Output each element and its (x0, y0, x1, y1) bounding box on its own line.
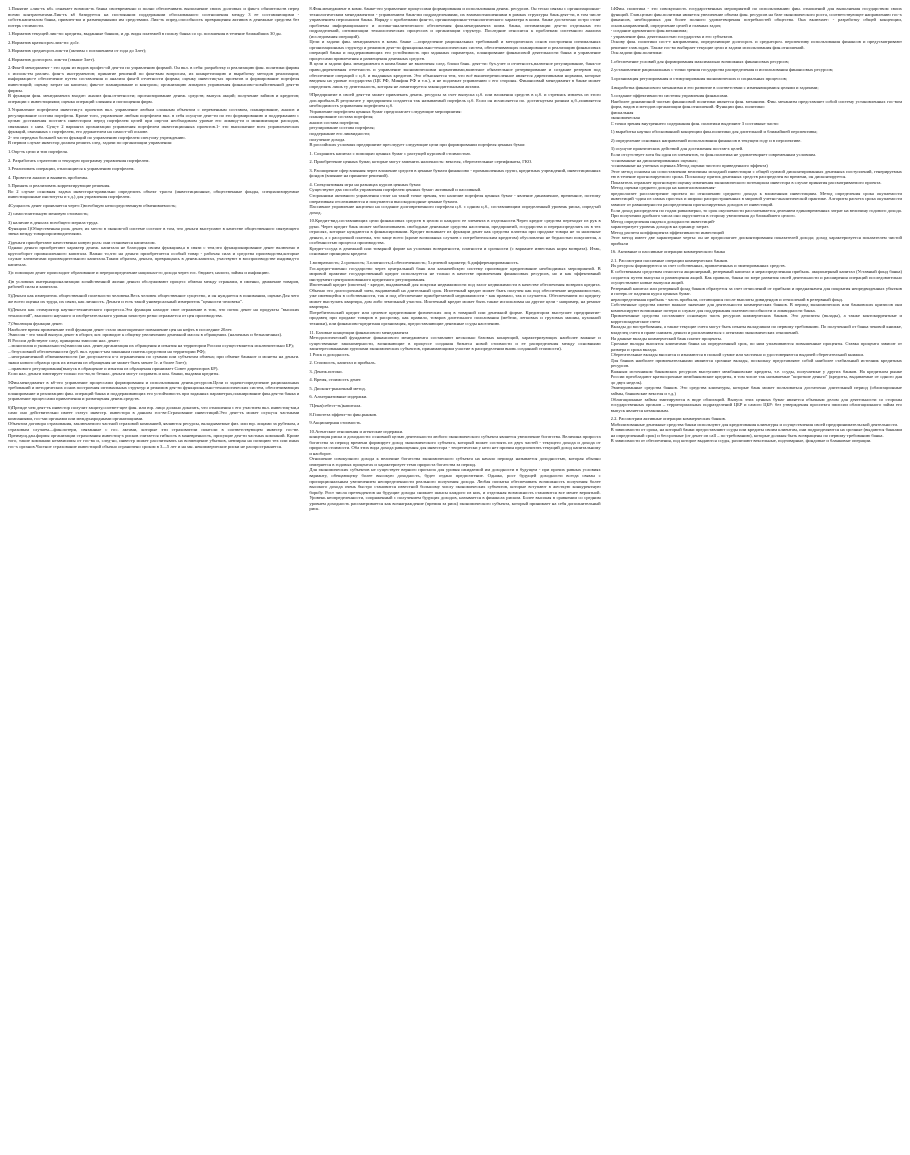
text-paragraph: 3) осущ-ие практических действий для достижения постав-х целей. (610, 146, 744, 152)
text-paragraph: Объектом договора страхования, заключаемого частной страховой компанией, являются ресурсы, вкладываемые физ. или юр. лицами за рубежом, а страховым случаем—фин.потери, связанные с гос. актами, которые эти страхователи понесли в соответствующем инвестр гос-ве. Преимущ.дан.формы организации страхования инвестиц-х рисков считается гибкость в маневренность, присущие дея-ти частных компаний. Кроме того, такие компании независимы от гос-ва и, след-но, инвестр может рассчитывать на возмещение убытков, невзирая на позицию тех или иных гос-х органов.Частное страхование инвестиций обычно ограничено сроком в 3—5 лет и на мн. некоммерческие риски не распространяется. (8, 421, 300, 449)
text-paragraph: 7Цена(себест-ть)капитала. (309, 403, 362, 408)
text-paragraph: Облигационные займы эмитируются в виде облигаций. Выпуск этих ценных бумаг является обычным делом для деятельности со стороны государственных органов – территориальных подразделений ЦБР и самого ЦБР: без утверждения проспекта эмиссии облигационного займа его выпуск является незаконным. (610, 396, 902, 413)
text-paragraph: 2. Стоимость, капитал и прибыль. (309, 360, 376, 366)
text-paragraph: Наиболее динамичной частью финансовой политики является фин. механизм. Фин. механизм представляет собой систему установленных гос-вом форм, видов и методов организации фин.отношений. Функции фин. политики: (610, 98, 902, 110)
text-paragraph: характеризует уровень доходов на единицу затрат. (610, 224, 709, 230)
text-paragraph: 2. Разработать стратегию и текущую программу управления портфелем. (8, 157, 150, 163)
text-paragraph: 6)Прежде чем деят-ть инвестор получит защиту,соответ-щее фин. или юр. лицо должно доказать, что отношения с его участием вкл. инвестиц-ми,а само оно действительно имеет статус инвестр. инвестора в данном гос-ве.Страхование инвестиций.Это деят-ть может осущ-ся частными компаниями, гос-ми органами или международными организациями. (8, 404, 300, 421)
text-paragraph: В зависимости от обеспечения, под которое выдаются ссуды, различают вексельные, подтоварные, фондовые и бланковые операции. (610, 438, 872, 444)
text-paragraph: Сторонники активного управления стоят на такой точке зрения, что наличие портфеля ценных бумаг - явление динамичное, временное, поэтому оперативная отслеживаются и покупаются высокодоходные ценные бумаги. (309, 192, 601, 204)
text-paragraph: 4. Спекулятивная игра на разницах курсов ценных бумаг. (309, 181, 422, 187)
text-paragraph: 9.Акционерная стоимость. (309, 420, 362, 426)
text-paragraph: Мобилизованные денежные средства банки используют для кредитования клиентуры и осуществления своей предпринимательской деятельности. (610, 421, 899, 427)
text-paragraph: 4. Время, стоимость денег. (309, 377, 362, 383)
text-paragraph: 3) наличие в деньгах всеобщего мерила труда. (8, 219, 99, 225)
text-paragraph: 5)Деньги как измеритель общественной полезности человека.Весь человек общественное существо, и он нуждается в понимании, оценке.Для чего же всего оценка их труда, их связи, как личность. Деньги и есть такой универсальный измеритель "ценности человека". (8, 292, 300, 304)
text-paragraph: Существуют два способа управления портфелем ценных бумаг: активный и пассивный. (309, 187, 482, 193)
text-paragraph: планирование состава портфеля; (309, 114, 374, 120)
text-paragraph: экономическая (610, 115, 640, 121)
text-paragraph: 10.Кредит-вид.составляющих цели финансовых средств в целом и каждого ее элемента в отдельности.Через кредит средства переходят из рук в руки. Через кредит банк может мобилизовывать свободные денежные средства населения, предприятий, государства и перераспределять их в тех отраслях, которые нуждаются в финансировании. Кредит возникает из функции денег как средства платежа при продаже товара не за наличные деньги, а с рассрочкой платежа, что чаще всего (кроме возможных случаев с потребительским кредитом) обусловлено не бедностью покупателя, а особенностью процесса производства. (309, 218, 601, 246)
text-paragraph: Резервный капитал или резервный фонд банков образуется за счет отчислений от прибыли и предназначен для покрытия непредвиденных убытков и потерь от падения курса ценных бумаг. (610, 285, 902, 297)
text-paragraph: 1.возвратность; 2.срочность; 3.платность;4.обеспеченность; 5.целевой характер; 6.дифференцированность. (309, 259, 519, 265)
text-paragraph: Ипотечный кредит (ипотека) - кредит, выдаваемый для покупки недвижимости под залог недвижимости в качестве обеспечения возврата кредита. Обычно это долгосрочный заем, выдаваемый на длительный срок. Ипотечный кредит может быть получен как под обеспечение недвижимостью, уже имеющейся в собственности, так и под обеспечение приобретаемой недвижимости - как правило, так и случается. Обеспечением по кредиту может выступать квартира, дом либо земельный участок. Ипотечный кредит может быть также использован на другие цели - например, на ремонт квартиры. (309, 282, 601, 310)
text-paragraph: 2- это передача большей части функций по управлению портфелем спец-ому учреждению. (8, 134, 186, 140)
text-paragraph: 11. Базовые концепции финансового менеджмента (309, 329, 409, 335)
text-paragraph: ...неограниченной обмениваемости (не допускается к-л ограничения по суммам или субъектам обмена; при обмене банкнот и монеты на деньги. знаки нового образца срок их изъятия из обращения не может быть менее 1г. и более 5лет); (8, 354, 300, 365)
text-paragraph: Эмитированные средства банков. Это средства клиентуры, которые банк может пользоваться достаточно длительный период (облигационные займы, банковские векселя и т.д.) (610, 385, 902, 396)
text-paragraph: ...монополия и уникальность(эмиссия нал. денег,организация их обращения и изъятия на территории России осуществляется исключительно БР); (8, 343, 294, 349)
text-paragraph: С точки зрения внутреннего содержания фин. политики выделяют 3 составные части: (610, 120, 779, 126)
text-paragraph: 5.создание эффективности системы управления финансами. (610, 93, 729, 99)
text-paragraph: Если отсутствует хотя бы один из элементов, то фин.политика не удовлетворяет современным условиям. (610, 152, 817, 158)
text-paragraph: 3.Норматив среднесроч.лик-ти (активы с погашением от года до 3лет); (8, 48, 147, 54)
text-paragraph: Потребительский кредит или целевое кредитование физических лиц в товарной или денежной форме. Кредитором выступает предприятие-продавец при продаже товаров в рассрочку, как правило, товаров длительного пользования (мебели, легковых и грузовых машин, кухонной техники), или финансово-кредитная организация, предоставляющие денежные ссуды населению. (309, 309, 601, 326)
text-paragraph: Методологический фундамент финансового менеджмента составляют несколько базовых концепций, характеризующих наиболее важные и существенные закономерности, возникающие в процессе создания бизнеса новой стоимости и ее распределения между основными заинтересованными группами экономических субъектов, принимающими участие в распределении вновь созданной стоимости). (309, 335, 601, 352)
text-paragraph: Отношение совокупного дохода к величине богатства экономического субъекта на начало периода называется доходностью, которая обычно измеряется в годовых процентах и характеризует темп прироста богатства за период. (309, 456, 601, 467)
text-paragraph: 3.Управление портфелем инвестиц-х проектов вкл. управление любым сложным объектом с переменным составом, планирование, анализ и регулирование состава портфеля. Кроме того, управление любым портфелем вкл. в себя осущ-ие деят-ти по его формированию и поддержанию с целью достижения постав-х инвестором перед портфелем целей при опр-ом необходимом уровне его ликвид-ти и минимизации расходов, связанных с ним. Сущ-т 2 варианта организации управления портфелем инвестиционных проектов.1- это выполнение всех управленческих функций, связанных с портфелем, его держателем на самост-ой основе. (8, 107, 300, 135)
text-paragraph: Однако деньги приобретают характер денеж. капитала не благодаря своим функциям,а в связи с тем,что функционирование денег включено в кругооборот промышленного капитала. Важно то,что на деньги приобретается особый товар - рабочая сила и средства производства,которые служат элементами производительного капитала.Таким образом, деньги, превращаясь в денеж.капитал, участвуют в воспроизводстве индивид-го капитала. (8, 245, 300, 267)
text-paragraph: Собственные средства имеют важное значение для деятельности коммерческих банков. В период экономических или банковских кризисов они компенсируют возможные потери и служат для поддержания платежеспособности и ликвидности банка. (610, 302, 902, 313)
text-column-middle (309, 6, 600, 1151)
text-paragraph: ...безусловной обеспеченности (руб. вкл. единст-ым законным платеж.средством на территории РФ); (8, 348, 206, 354)
text-paragraph: Основу фин. политики сост-т направления, определяющие долгосроч. и среднесроч. перспективу использования финансов и предусматривают решение глав.задач. Также гос-во выбирает текущие цели и задачи использования фин.отношений. (610, 39, 902, 50)
text-paragraph: Сберегательные вклады вносятся и изымаются в полной сумме или частично и удостоверяются выдачей сберегательной книжки. (610, 352, 865, 358)
text-paragraph: В зависимости от срока, на который банки предоставляют ссуды или кредиты своим клиентам, они подразделяются на срочные (выдаются банками на определенный срок) и бессрочные (от денег on call – по требованию), которые должны быть возвращены по первому требованию банка. (610, 427, 902, 438)
text-paragraph: 14Фин. политика - это совокупность государственных мероприятий по использованию фин. отношений для выполнения государством своих функций. Глав.целью фин.политики является увеличение объема фин. ресурсов на базе экономического роста, соответствующее направлению гос-х финансов, необходимых для более полного удовлетворения потребностей общества. Она включает: - разработку общей концепции, основ.направлений, определение целей и главных задач; (610, 6, 902, 28)
text-paragraph: 2.2. Рассмотрим активные операции коммерческих банков. (610, 416, 726, 422)
text-paragraph: 4)в условиях интернационализации хозяйственной жизни деньги обслуживают процесс обмена между странами, в именно, движение товаров, рабочей силы и капитала. (8, 278, 300, 290)
text-paragraph: 9Предприятие в своей деят-ти может привлекать денеж. ресурсы за счет выпуска ц.б. или вложения средств в ц.б. и стремясь извлечь из этого доп.прибыль.В результате у предприятия создается так называемый портфель ц.б. Если он исчисляется по. достигнутым разным ц.б.,появляется необходимость управления портфелем ц.б. (309, 92, 601, 109)
text-paragraph: получение дохода. (309, 136, 346, 142)
text-paragraph: Их ресурсы формируются за счет собственных, привлеченных и эмитированных средств. (610, 263, 786, 269)
text-paragraph: регулирование состава портфеля; (309, 125, 375, 131)
text-paragraph: В цели и задачи фин. менеджмента в комм.банке не включены след. блоки банк. деят-ти: бух.учет и отчетность,валютное регулирование, банк-ое право,директивная отчетность и управление экономическими нормативами,валютное обязательное резервирование и создание резервов под обеспечение операций с ц.б. и выданных кредитов. Это объясняется тем, что всё вышеперечисленное является директивными нормами, которые введены на уровне государства (ЦБ РФ, Минфин РФ и т.п.), и не подлежат управлению с его стороны. Финансовый менеджмент в банке может определять лишь ту деятельность, которая не лимитируется законодательными актами. (309, 61, 601, 89)
text-paragraph: 5Фин.менеджмент в кб-это управление процессами формирования и использования денеж.ресурсов.Цели и задачи-определение рациональных требований и методических основ построения оптимальных структур и режимов дея-ти функционально-технологических систем, обеспечивающих планирование и реализацию фин. операций банка и поддерживающих его устойчивость при заданных параметрах,планирование фин.дея-ти банка и управление процессами привлечения и размещения денеж.средств. (8, 379, 300, 402)
text-paragraph: фискальная (610, 109, 634, 115)
text-paragraph: 7)Эволюция функции денег. (8, 321, 63, 327)
text-paragraph: 2.1. Рассмотрим пассивные операции коммерческих банков. (610, 257, 729, 263)
text-paragraph: поддержание его ликвидности; (309, 131, 371, 137)
text-paragraph: Функции:1)Общественная роль денег, их место в эконом-ой системе состоит в том, что деньги выступают в качестве общественного связующего звена между товаропроизводителями. (8, 225, 300, 237)
text-paragraph: Показатель отражает прогнозную оценку изменения экономического потенциала инвестора в случае принятия рассматриваемого проекта. (610, 179, 882, 185)
text-paragraph: Наиболее время применение этой функции денег стало многократное повышение цен на нефть в последние 20лет. (8, 326, 233, 332)
text-paragraph: Для экономических субъектов не существует верного прогноза для уровня ожидаемой им доходности в будущем - при прочих равных условиях варианту, обещающему более высокую доходность, будет отдано предпочтение. Однако, рост будущей доходности всегда связан с пропорциональным увеличением неопределенности реального получения дохода. Любая попытка обеспечивать возможность получения более высокого дохода очень быстро становится известной большому числу экономических субъектов, которые вступают в жесткую конкурентную борьбу. Рост числа претендентов на будущие доходы снижает шансы каждого из них, и отдельная возможность становится все менее вероятной. Уровень неопределенности, сопряженный с получением будущих доходов, называется в финансах риском. Более высокая в сравнении со средним уровнем доходность рассматривается как вознаграждение (премия за риск) экономического субъекта, который принимает на себя дополнительный риск. (309, 467, 601, 512)
text-paragraph: 2) самостоятельную меновую стоимость; (8, 211, 89, 217)
text-paragraph: К собственным средствам относятся акционерный, резервный капитал и нераспределенная прибыль. акционерный капитал (Уставный фонд банка) создается путем выпуска и размещения акций. Как правило, банки по мере развития своей деятельности и расширения операций последовательно осуществляют новые выпуски акций. (610, 268, 902, 286)
text-paragraph: 6)Деньги как стимулятор научно-технического прогресса.Эта функция находит свое отражение в том, что поток денег на продукты "высоких технологий", высокого научного и изобретательского уровня зачастую резко отражается от цен производства. (8, 307, 300, 318)
text-paragraph: Если нал. деньги эмитирует только гос-во,то безнал. деньги могут создавать и кон. банки, выдавая кредиты. (8, 371, 220, 377)
text-paragraph: Управление портфелем ценных бумаг предполагает следующие мероприятия: (309, 108, 462, 114)
text-paragraph: 4. Провести анализ и выявить проблемы. (8, 174, 89, 180)
text-paragraph: Во 2 случае основная задача инвестора-правильно определить объект траста (инвестиционные, общественные фонды, специализируемые инвестиционные институты и т.д.) для управления портфелем. (8, 188, 300, 200)
text-paragraph: Для банков наиболее привлекательными являются срочные вклады, поскольку представляют собой наиболее стабильный источник кредитных ресурсов. (610, 357, 902, 369)
text-paragraph: - создание адекватного фин.механизма; (610, 28, 688, 34)
text-paragraph: Метод расчета коэффициента эффективности инвестиций (610, 229, 724, 235)
text-paragraph: На данные вклады коммерческий банк платит проценты. (610, 335, 722, 341)
text-paragraph: концепция риска и доходности: основной целью деятельности любого экономического субъекта является увеличение богатства. Величина прироста богатства за период времени формирует доход экономического субъекта, который может состоять из двух частей - текущего дохода и дохода от прироста стоимости. Оба этих вида дохода равноценны для инвестора - теоретически у него нет причин предпочитать текущий доход капитальному и наоборот. (309, 434, 601, 456)
text-paragraph: 6. Альтернативные издержки. (309, 394, 368, 400)
text-paragraph: предполагает расссмотрение проекта по отношению среднего дохода к вложенным инвестициям. Метод определения срока окупаемости инвестиций -один из самых простых и широко распространенных в мировой учетно-аналитической практике. Алгоритм расчета срока окупаемости зависит от равномерности распределения прогнозируемых доходов от инвестиций. (610, 190, 902, 207)
text-paragraph: 1.Понятие «лик-ть кб» означает возмож-ть банка своевременно и полно обеспечивать выполнение своих долговых и фин-х обязательств перед всеми контрагентами.Лик-ть кб базируется на постоянном поддержании обоснованного соотношения между 3 ее составляющими - собств.капиталом банка, привлеч-ми и размещенными им средствами. Лик-ть опред.способность превращения активов в денежные средства без потерь стоимости. (8, 6, 300, 28)
text-paragraph: 2)деньги приобретают качественно новую роль: они становятся капиталом. (8, 239, 156, 245)
text-paragraph: 1.Норматив текущей лик-ти: кредиты, выданные банком, и др. виды платежей в пользу банка со ср. погашения в течение ближайших 30 дн. (8, 31, 282, 37)
text-paragraph: 1.обеспечение условий для формирования максимально возможных финансовых ресурсов; (610, 58, 789, 64)
text-paragraph: Пассивное управление нацелено на создание долговременного портфеля ц.б. с одним ц.б., составляющим определенный уровень риска, опред-ый доход. (309, 204, 601, 215)
text-paragraph: Привлеченные средства составляют основную часть ресурсов коммерческих банков. Это депозиты (вклады), а также контокоррентные и корреспондентские счета (610, 313, 902, 324)
text-paragraph: 10.Агентские отношения и агентские издержки. (309, 428, 404, 434)
text-paragraph: Этот метод имеет две характерные черты: он не предполагает дисконтирования показателей дохода; доход характеризуется показателем чистой прибыли (610, 235, 902, 246)
text-paragraph: 2.установление рациональных с точки зрения государства распределения и использования финансовых ресурсов; (610, 67, 834, 73)
text-paragraph: Важным источником банковских ресурсов выступают межбанковские кредиты, т.е. ссуды, получаемые у других банков. На кредитном рынке России преобладают краткосрочные межбанковские кредиты, в том числе так называемые "короткие деньги" (кредиты, выдаваемые от одного дня до двух недель). (610, 368, 902, 385)
text-column-left (8, 6, 299, 1151)
text-paragraph: - управление фин. деятельностью государства и его субъектов. (610, 33, 734, 39)
text-paragraph: 3.Реализовать операции, относящиеся к управлению портфелем. (8, 166, 135, 172)
text-paragraph: 4.Норматив долгосроч. лик-ти (свыше 3лет). (8, 56, 96, 62)
text-paragraph: Кредит-сссуда в денежной или товарной форме на условиях возвратности, платности и срочности (с варианте известных норм возврата). Итак, основные принципы кредита: (309, 245, 601, 257)
text-paragraph: нераспределенная прибыль - часть прибыли, остающаяся после выплаты дивидендов и отчислений в резервный фонд. (610, 296, 844, 302)
text-paragraph: 4.выработка финансового механизма и его развитие в соответствии с изменяющимися целями и задачами; (610, 84, 819, 90)
text-paragraph: В российских условиях предприятие преследует следующие цели при формировании портфеля ценных бумаг. (309, 142, 526, 148)
text-paragraph: Гос.кредит-именно государство через центральный банк или казначейскую систему производит кредитование необходимых мероприятий. В мировой практике государственный кредит используется не только в качестве привлечения финансовых ресурсов, но и как эффективный инструмент централизованного кредитного регулирования. (309, 265, 601, 282)
text-paragraph: 8.Гипотеза эффект-ти фин.рынков. (309, 411, 378, 417)
text-paragraph: Цели и задачи фин. менеджмента в комм. банке —определение рациональных требований и методических основ построения оптимальных организационных структур и режимов деят-ти функционально-технологических систем, обеспечивающих планирование и реализацию финансовых операций банка и поддерживающих его устойчивость при заданных параметрах, планирование финансовой деятельности банка и управление процессами привлечения и размещения денежных средств. (309, 39, 601, 61)
text-paragraph: 2.Фин-й менеджмент - это один из видов профес-ой дея-ти по управлению фирмой. Он вкл. в себя: разработку и реализацию фин. политики фирмы с исполь-ем различ. фин-х инструментов; принятие решений по фин-вым вопросам, их конкретизацию и выработку методов реализации; информацио-е обеспечение путем составления и анализа фин-й отчетности фирмы; оценку инвестиц-ых проектов и формирование портфеля инвестиций; оценку затрат на капитал; фин-ое планирование и контроль; организацию аппарата управления финансово-хозяйственной деят-ю фирмы. (8, 65, 300, 93)
text-paragraph: ...правового регулирования(выпуск в обращение и изъятия из обращения принимает Совет директоров БР). (8, 365, 219, 371)
text-paragraph: 2. Приобретение ценных бумаг, которые могут заменить наличность: векселя, сберегательные сертификаты, ГКО. (309, 159, 533, 165)
text-paragraph: 1) выработка научно обоснованной концепции фин.политики для длительной и ближайшей перспективы; (610, 129, 818, 135)
text-paragraph: 16. Активные и пассивные операции коммерческого банка (610, 249, 725, 255)
text-paragraph: В России действуют след. принципы эмиссии нал. денег: (8, 337, 120, 343)
text-paragraph: 1. Сохранить капитал с помощью ценных бумаг с растущей курсовой стоимостью. (309, 150, 472, 156)
text-paragraph: анализ состава портфеля; (309, 119, 360, 125)
text-paragraph: Этот метод основан на сопоставлении величины исходной инвестиции с общей суммой дисконтированных денежных поступлений, генерируемых ею в течение прогнозируемого срока. Поскольку приток денежных средств распределен во времени, он дисконтируется. (610, 168, 902, 180)
text-paragraph: Осн.задачи фин.политики: (610, 50, 663, 56)
text-paragraph: 5.Принять и реализовать корректирующие решения. (8, 183, 111, 189)
text-paragraph: 3)с помощью денег происходит образование и перераспределение национал-го дохода через гос. бюджет, налоги, займы и инфляцию. (8, 270, 270, 276)
text-paragraph: 1.Опр-ть цели и тип портфеля. (8, 149, 68, 155)
text-paragraph: 3. Денеж.потоки. (309, 368, 343, 374)
text-paragraph: Срочные вклады вносятся клиентами банка на определенный срок, по ним уплачиваются повышенные проценты. Ставка процента зависит от размера и срока вклада. (610, 341, 902, 352)
text-paragraph: 5. Дисконт-рыночный метод. (309, 385, 366, 391)
text-paragraph: В первом случае инвестор должен решить след. задачи по организации управления: (8, 140, 173, 146)
text-column-right (611, 6, 902, 1151)
text-paragraph: Если доход распределен по годам равномерно, то срок окупаемости рассчитывается делением единовременных затрат на величину годового дохода. При получении дробного числа оно округляется в сторону увеличения до ближайшего целого. (610, 207, 902, 219)
text-paragraph: 8.Фин.менеджмент в комм. банке-это управление процессами формирования и использования денеж. ресурсов. Он тесно связан с организационно-технологическим менеджментом - управлением банк-ми подразделениями, их взаимоотношениями в рамках структуры банк.деят-ти, в том числе управлением персоналом банка. Наряду с проблемами фин-го, организационно-технологического характера в комм. банке достаточно остро стоят проблемы информационного и логико-аналитического обеспечения фин.менеджмента комм. банка, оптимизации дея-ти отдельных его подразделений, оптимизации технологических процессов и организации структур. Последние относятся к проблемам системного анализа (исследования операций). (309, 6, 601, 39)
text-paragraph: В функции фин. менеджмента входит: анализ фин.отчетности; прогнозирование денеж. средств; выпуск акций; получение займов и кредитов; операции с инвестициями; оценка операций слияния и поглощения фирм. (8, 93, 300, 104)
text-paragraph: Вклады до востребования, а также текущие счета могут быть изъяты вкладчиком по первому требованию. По полученной от банка чековой книжке, владелец счета в праве снимать деньги и расплачиваться с агентами экономических отношений. (610, 324, 902, 335)
text-paragraph: -основанные на учетных оценках.Метод оценки чистого приведенного эффекта) (610, 163, 768, 169)
text-paragraph: Метод оценки среднего дохода на капиталовложения- (610, 185, 716, 191)
text-paragraph: Метод определения индекса доходности инвестиций- (610, 218, 716, 224)
text-paragraph: 4Сущность денег проявляется через:1)всеобщую непосредственную обмениваемость; (8, 202, 177, 208)
text-paragraph: 2.Норматив краткосроч.лик-ти: до1г. (8, 39, 80, 45)
text-paragraph: Эмиссия - это такой выпуск денег в оборот, кот. приводит к общему увеличению денежной массы в обращении. (наличных и безналичных). (8, 332, 283, 338)
text-paragraph: 3. Расширение сфер влияния через вложение средств в ценные бумаги финансово - промышленных групп, кредитных учреждений, инвестиционных фондов (влияние на принятие решений). (309, 167, 601, 179)
text-paragraph: -основанные на дисконтированных оценках; (610, 157, 698, 163)
text-paragraph: 2) определение основных направлений использования финансов в текущем году и в перспективе. (610, 137, 802, 143)
text-paragraph: 1 Риск и доходность. (309, 351, 351, 357)
text-paragraph: 3.организация регулирования и стимулирования экономических и социальных процессов; (610, 76, 788, 82)
